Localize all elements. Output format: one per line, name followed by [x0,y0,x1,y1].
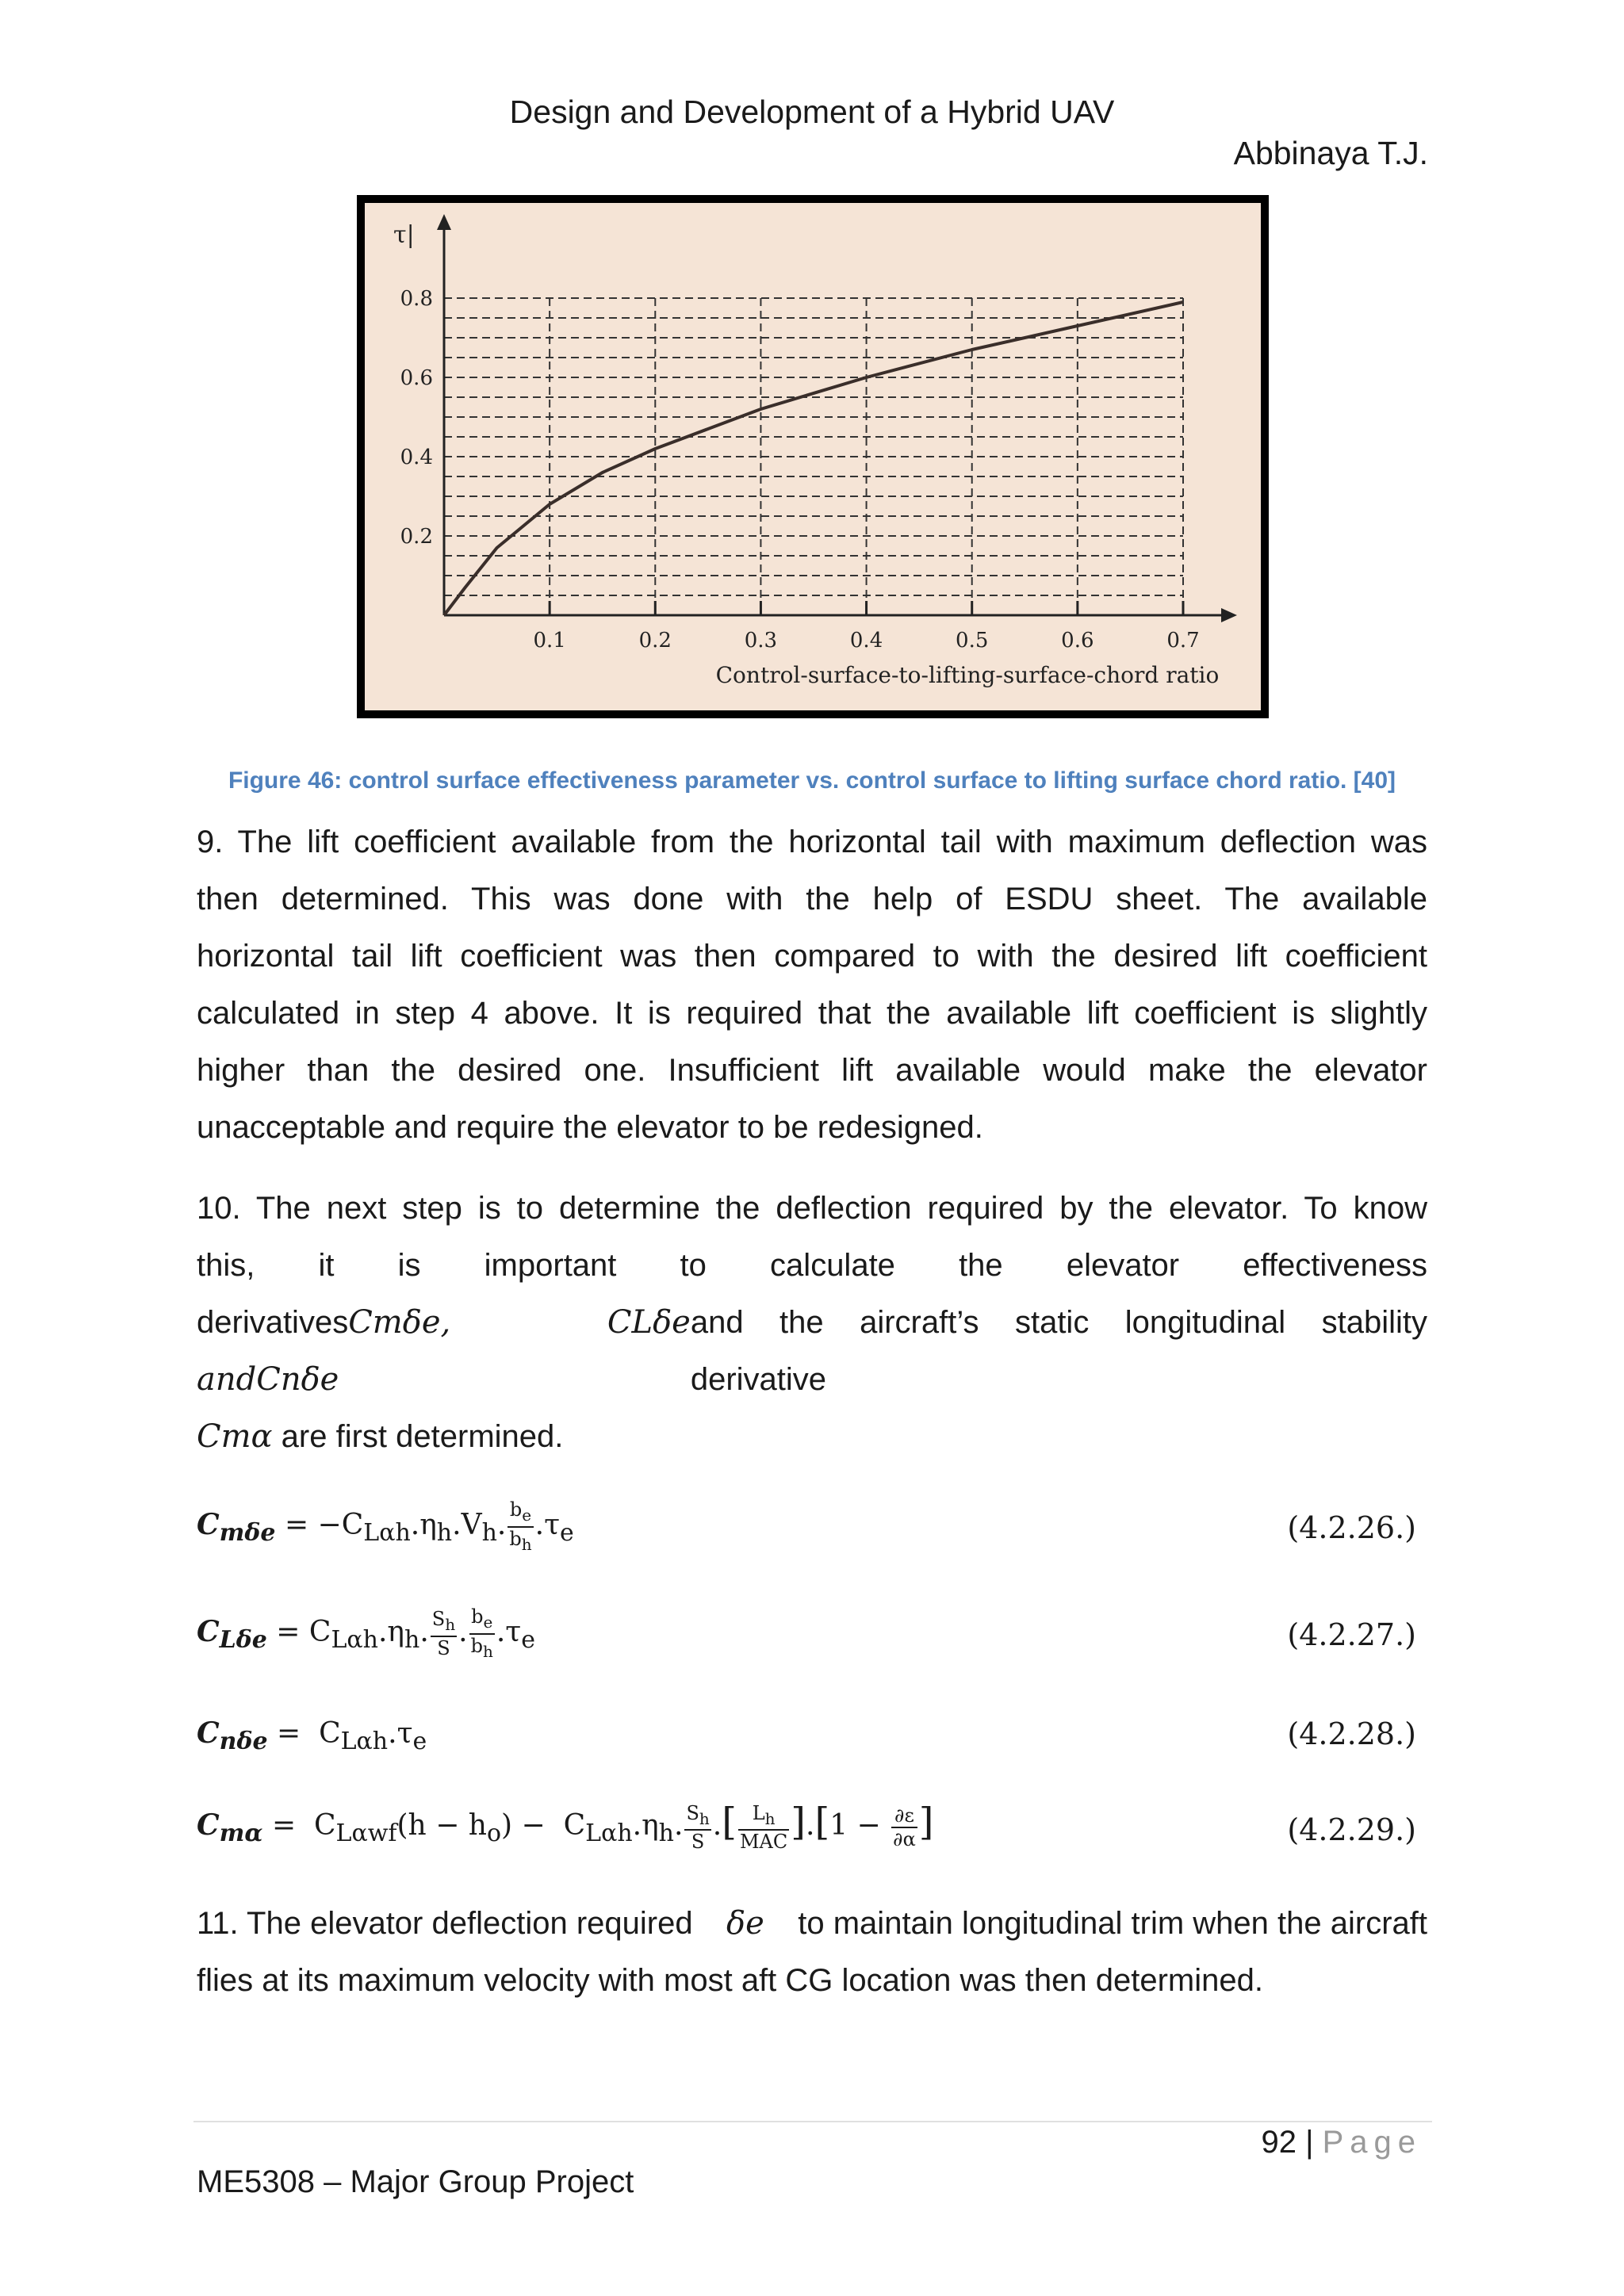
equation-cm-delta-e: $C_{m\delta e} = -C_{L\alpha h}.\eta_h.V_h$. $\frac{b_e}{b_h}$ $.\tau_e$ [197,1498,574,1554]
paragraph-line [197,1408,1427,1465]
y-tick-label: 0.2 [400,525,433,549]
paragraph-line: unacceptable and require the elevator to be redesigned. [197,1110,983,1145]
page-number: 92 | Page [1261,2125,1422,2160]
equation-cm-alpha: $C_{m\alpha} = C_{L\alpha wf}(h - h_o) - C_{L\alpha h}.\eta_h$. $\frac{S_h}{S}$ .[ $\frac{L_h}{\text{MAC}}$ ].[1 − $\frac{\partial\varepsilon}{\partial\alpha}$ ] [197,1800,934,1854]
paragraph-line [197,1294,1427,1408]
paragraph-line: then determined. This was done with the help of ESDU sheet. The available [197,882,1427,916]
x-tick-label: 0.3 [744,629,778,652]
x-tick-label: 0.5 [956,629,989,652]
equation-number: (4.2.26.) [1287,1510,1416,1545]
text-fragment: to maintain longitudinal trim when the aircraft [798,1906,1427,1941]
paragraph-9 [197,813,1427,1156]
equation-number: (4.2.29.) [1287,1812,1416,1847]
effectiveness-chart [365,203,1261,710]
derivative-symbols: Cmδe, CLδe andCnδe [197,1304,691,1398]
stability-derivative-symbol: Cmα [197,1418,273,1455]
figure-caption: Figure 46: control surface effectiveness parameter vs. control surface to lifting surface chord ratio. [40] [228,767,1396,794]
text-fragment: derivatives [197,1305,349,1340]
text-fragment: are first determined. [281,1419,564,1454]
paragraph-line: higher than the desired one. Insufficient lift available would make the elevator [197,1053,1427,1088]
footer-divider [193,2121,1432,2122]
paragraph-line: flies at its maximum velocity with most aft CG location was then determined. [197,1963,1263,1998]
x-tick-label: 0.1 [533,629,566,652]
paragraph-line: this, it is important to calculate the elevator effectiveness [197,1248,1427,1283]
equation-number: (4.2.28.) [1287,1716,1416,1751]
footer-project: ME5308 – Major Group Project [197,2164,634,2199]
paragraph-line: 10. The next step is to determine the deflection required by the elevator. To know [197,1191,1427,1226]
text-fragment: and the aircraft’s static longitudinal stability derivative [690,1305,1427,1397]
header-title: Design and Development of a Hybrid UAV [509,94,1115,130]
equation-number: (4.2.27.) [1287,1617,1416,1652]
y-tick-label: 0.6 [400,366,433,390]
equation-cl-delta-e: $C_{L\delta e} = C_{L\alpha h}.\eta_h$. $\frac{S_h}{S}$ . $\frac{b_e}{b_h}$ $.\tau_e$ [197,1605,535,1661]
text-fragment: 11. The elevator deflection required [197,1906,693,1941]
y-tick-label: 0.8 [400,287,433,311]
figure-frame [357,195,1269,718]
equation-cn-delta-e: $C_{n\delta e} = C_{L\alpha h}.\tau_e$ [197,1716,427,1756]
x-axis-label: Control-surface-to-lifting-surface-chord ratio [715,662,1220,688]
y-tick-label: 0.4 [400,446,433,469]
paragraph-line: horizontal tail lift coefficient was then compared to with the desired lift coefficient [197,939,1427,974]
paragraph-line: calculated in step 4 above. It is required that the available lift coefficient is slightly [197,996,1427,1031]
x-tick-label: 0.4 [849,629,883,652]
x-tick-label: 0.2 [638,629,672,652]
paragraph-line: 9. The lift coefficient available from the horizontal tail with maximum deflection was [197,825,1427,859]
paragraph-line [197,1895,1427,1952]
elevator-deflection-symbol: δe [726,1905,764,1942]
page-number-value: 92 [1261,2125,1297,2160]
x-tick-label: 0.6 [1061,629,1094,652]
page-label: Page [1322,2125,1422,2160]
paragraph-11 [197,1895,1427,2009]
x-tick-label: 0.7 [1166,629,1200,652]
y-axis-label: τ| [393,221,415,249]
header-author: Abbinaya T.J. [1233,135,1428,171]
paragraph-10 [197,1180,1427,1465]
